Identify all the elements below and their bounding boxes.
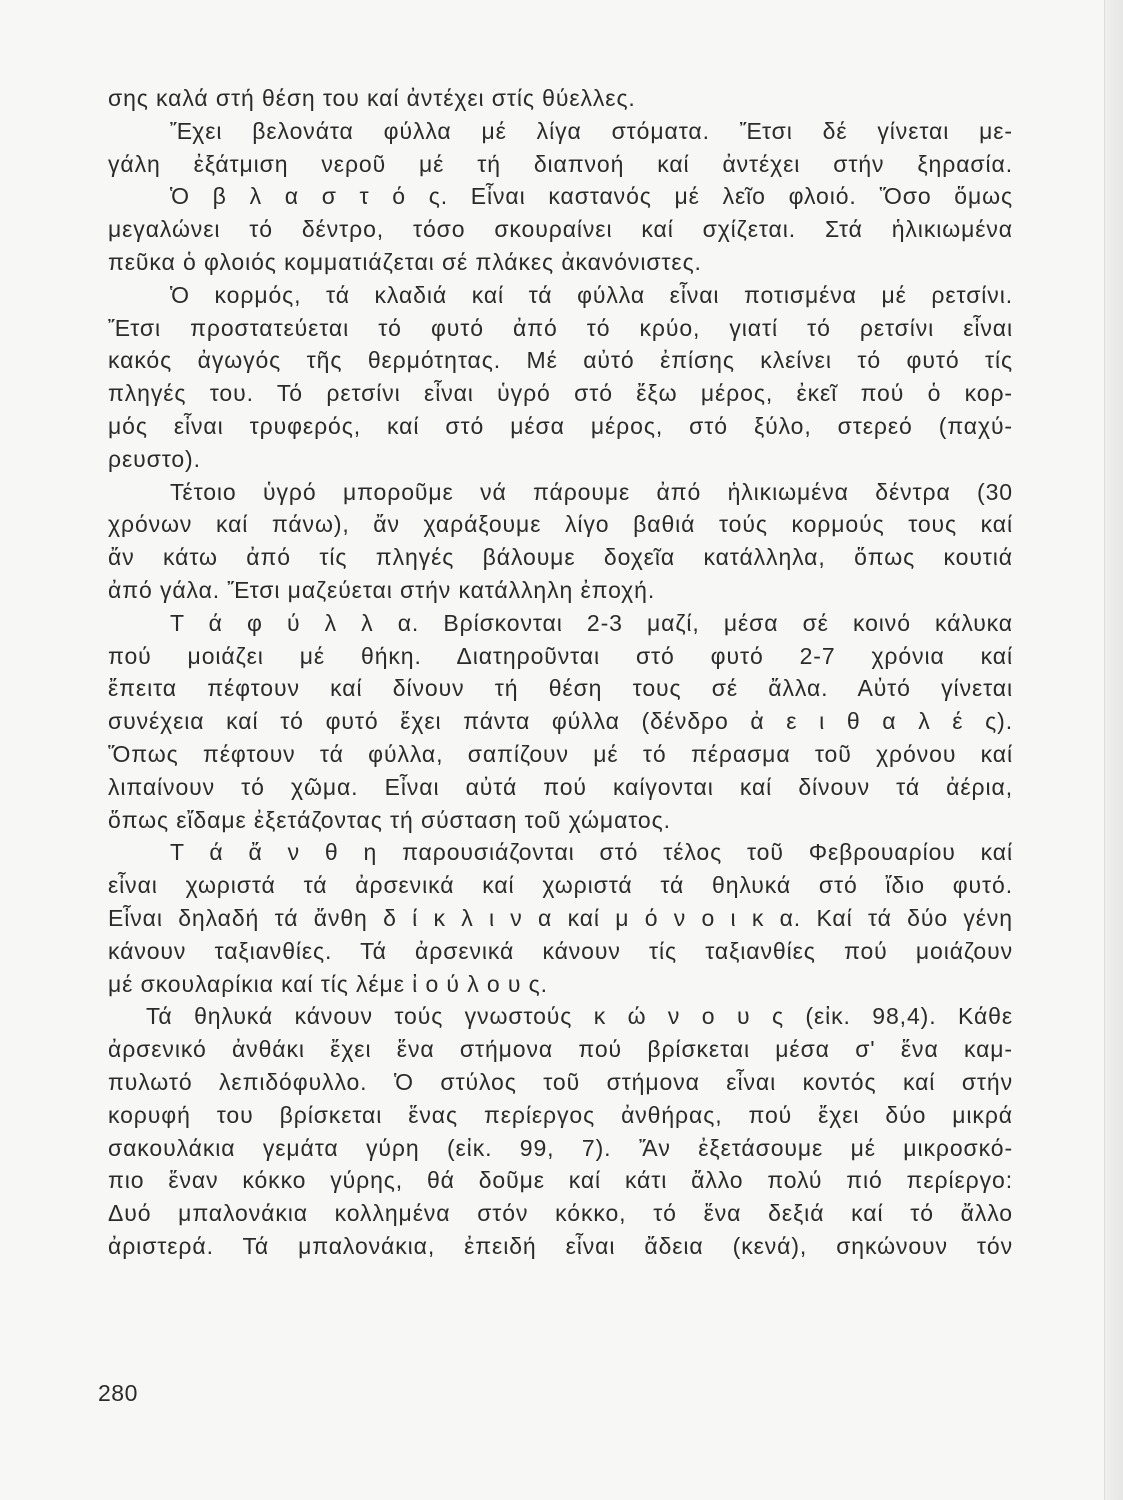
text-line: Τέτοιο ὑγρό μποροῦμε νά πάρουμε ἀπό ἡλικιωμένα δέντρα (30 [170,478,1013,505]
text-line: Τά θηλυκά κάνουν τούς γνωστούς κ ώ ν ο υ ς (εἰκ. 98,4). Κάθε [146,1003,1013,1030]
text-line: σης καλά στή θέση του καί ἀντέχει στίς θύελλες. [108,85,636,111]
page-edge [1104,0,1123,1500]
text-line: μεγαλώνει τό δέντρο, τόσο σκουραίνει καί σχίζεται. Στά ἡλικιωμένα [108,216,1013,243]
text-line: συνέχεια καί τό φυτό ἔχει πάντα φύλλα (δένδρο ἀ ε ι θ α λ έ ς). [108,708,1013,735]
text-line: εἶναι χωριστά τά ἀρσενικά καί χωριστά τά θηλυκά στό ἴδιο φυτό. [108,872,1013,899]
text-line: κακός ἀγωγός τῆς θερμότητας. Μέ αὐτό ἐπίσης κλείνει τό φυτό τίς [108,347,1013,374]
text-line: ρευστο). [108,445,201,472]
text-line: ἄν κάτω ἀπό τίς πληγές βάλουμε δοχεῖα κατάλληλα, ὅπως κουτιά [108,544,1013,571]
text-line: Ὁ β λ α σ τ ό ς. Εἶναι καστανός μέ λεῖο φλοιό. Ὅσο ὅμως [170,183,1013,210]
text-line: πεῦκα ὁ φλοιός κομματιάζεται σέ πλάκες ἀκανόνιστες. [108,248,702,275]
text-line: Δυό μπαλονάκια κολλημένα στόν κόκκο, τό ἕνα δεξιά καί τό ἄλλο [108,1200,1013,1227]
text-line: Εἶναι δηλαδή τά ἄνθη δ ί κ λ ι ν α καί μ ό ν ο ι κ α. Καί τά δύο γένη [108,904,1013,931]
text-line: λιπαίνουν τό χῶμα. Εἶναι αὐτά πού καίγονται καί δίνουν τά ἀέρια, [108,773,1013,800]
text-line: πληγές του. Τό ρετσίνι εἶναι ὑγρό στό ἔξω μέρος, ἐκεῖ πού ὁ κορ- [108,380,1013,407]
text-line: ἀριστερά. Τά μπαλονάκια, ἐπειδή εἶναι ἄδεια (κενά), σηκώνουν τόν [108,1232,1013,1259]
text-line: μός εἶναι τρυφερός, καί στό μέσα μέρος, στό ξύλο, στερεό (παχύ- [108,412,1013,439]
text-line: ἀπό γάλα. Ἔτσι μαζεύεται στήν κατάλληλη ἐποχή. [108,576,656,603]
page-number: 280 [98,1380,138,1406]
text-line: κορυφή του βρίσκεται ἕνας περίεργος ἀνθήρας, πού ἔχει δύο μικρά [108,1101,1013,1128]
text-line: μέ σκουλαρίκια καί τίς λέμε ἰ ο ύ λ ο υ ς. [108,970,548,997]
text-line: Ἔτσι προστατεύεται τό φυτό ἀπό τό κρύο, γιατί τό ρετσίνι εἶναι [108,314,1013,341]
text-line: ὅπως εἴδαμε ἐξετάζοντας τή σύσταση τοῦ χώματος. [108,806,671,833]
text-line: Τ ά φ ύ λ λ α. Βρίσκονται 2-3 μαζί, μέσα σέ κοινό κάλυκα [170,609,1013,636]
text-line: Ὅπως πέφτουν τά φύλλα, σαπίζουν μέ τό πέρασμα τοῦ χρόνου καί [108,740,1013,767]
text-line: πιο ἕναν κόκκο γύρης, θά δοῦμε καί κάτι ἄλλο πολύ πιό περίεργο: [108,1167,1013,1194]
text-line: γάλη ἐξάτμιση νεροῦ μέ τή διαπνοή καί ἀντέχει στήν ξηρασία. [108,150,1013,177]
text-line: Ὁ κορμός, τά κλαδιά καί τά φύλλα εἶναι ποτισμένα μέ ρετσίνι. [170,281,1013,308]
text-line: σακουλάκια γεμάτα γύρη (εἰκ. 99, 7). Ἄν ἐξετάσουμε μέ μικροσκό- [108,1134,1013,1161]
text-line: ἔπειτα πέφτουν καί δίνουν τή θέση τους σέ ἄλλα. Αὐτό γίνεται [108,675,1013,702]
text-line: πυλωτό λεπιδόφυλλο. Ὁ στύλος τοῦ στήμονα εἶναι κοντός καί στήν [108,1068,1013,1095]
text-body [108,82,1013,1263]
text-line: χρόνων καί πάνω), ἄν χαράξουμε λίγο βαθιά τούς κορμούς τους καί [108,511,1013,538]
text-line: Ἔχει βελονάτα φύλλα μέ λίγα στόματα. Ἔτσι δέ γίνεται με- [170,117,1013,144]
text-line: Τ ά ἄ ν θ η παρουσιάζονται στό τέλος τοῦ Φεβρουαρίου καί [170,839,1013,866]
text-line: ἀρσενικό ἀνθάκι ἔχει ἕνα στήμονα πού βρίσκεται μέσα σ' ἕνα καμ- [108,1036,1013,1063]
text-line: πού μοιάζει μέ θήκη. Διατηροῦνται στό φυτό 2-7 χρόνια καί [108,642,1013,669]
text-line: κάνουν ταξιανθίες. Τά ἀρσενικά κάνουν τίς ταξιανθίες πού μοιάζουν [108,937,1013,964]
